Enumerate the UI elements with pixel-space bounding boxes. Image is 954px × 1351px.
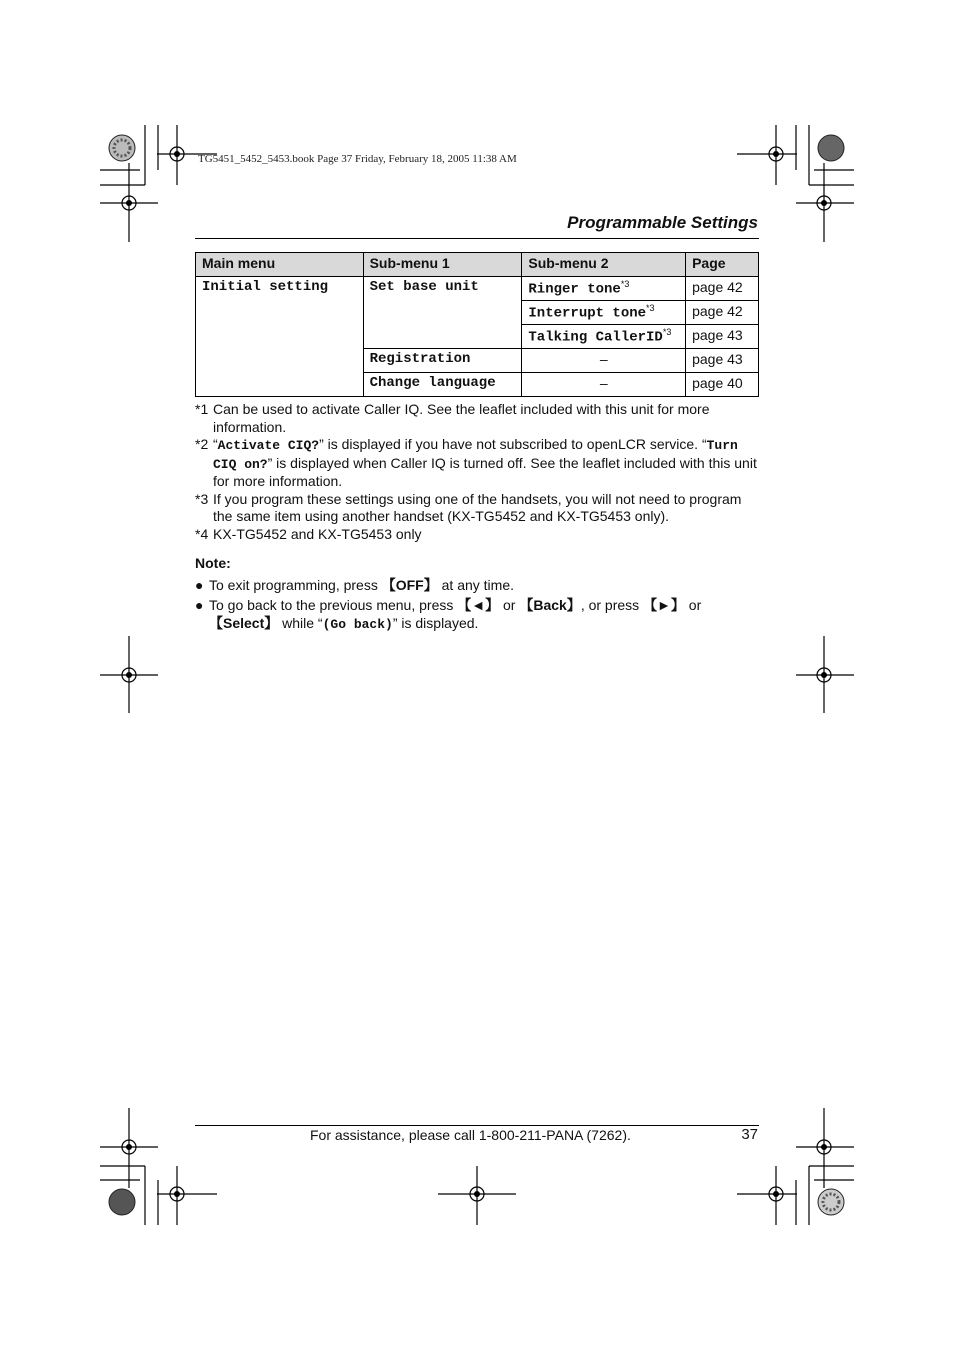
- footnotes: [195, 401, 760, 543]
- right-key: 【►】: [643, 597, 685, 613]
- footnote-4: [195, 526, 760, 544]
- note-text: or: [684, 597, 702, 613]
- note-text: at any time.: [437, 577, 514, 593]
- sub1-registration: Registration: [363, 349, 522, 373]
- footnote-text: KX-TG5452 and KX-TG5453 only: [213, 525, 422, 542]
- footnote-text: ” is displayed if you have not subscribed to openLCR service. “: [319, 436, 707, 452]
- page-ref: page 42: [686, 301, 759, 325]
- footnote-ref: *3: [646, 303, 655, 313]
- sub2-talking-callerid: Talking CallerID: [528, 329, 663, 346]
- bullet-icon: ●: [195, 577, 204, 593]
- page-ref: page 40: [686, 373, 759, 397]
- off-key: 【OFF】: [381, 577, 438, 593]
- header-sub-menu-1: Sub-menu 1: [363, 253, 522, 277]
- page-number: 37: [741, 1126, 758, 1143]
- sub2-ringer-tone: Ringer tone: [528, 281, 621, 298]
- footnote-text: Can be used to activate Caller IQ. See the leaflet included with this unit for more information.: [213, 401, 710, 435]
- display-text-activate-ciq: Activate CIQ?: [217, 438, 320, 453]
- select-key: 【Select】: [209, 615, 279, 631]
- footnote-mark: *1: [195, 401, 209, 417]
- footnote-mark: *2: [195, 436, 209, 452]
- footnote-mark: *4: [195, 525, 209, 542]
- footnote-ref: *3: [620, 279, 630, 289]
- footnote-3: [195, 491, 760, 526]
- page-ref: page 42: [686, 277, 759, 301]
- sub2-interrupt-tone: Interrupt tone: [528, 305, 647, 322]
- note-text: To go back to the previous menu, press: [209, 597, 458, 613]
- footer-rule: [195, 1125, 759, 1126]
- section-title: Programmable Settings: [567, 213, 758, 232]
- left-key: 【◄】: [457, 597, 500, 613]
- back-key: 【Back】: [519, 597, 581, 613]
- note-text: or: [499, 597, 520, 613]
- note-text: , or press: [580, 597, 644, 613]
- note-text: while “: [278, 615, 323, 631]
- display-text-turn-ciq-on: Turn CIQ on?: [213, 438, 738, 472]
- note-item: [195, 576, 760, 594]
- sub2-empty: –: [522, 373, 686, 397]
- footnote-text: If you program these settings using one of the handsets, you will not need to program the same item using another handset (KX-TG5452 and KX-TG5453 only).: [213, 490, 742, 524]
- sub1-set-base-unit: Set base unit: [363, 277, 522, 349]
- note-list: [195, 576, 760, 636]
- file-info: TG5451_5452_5453.book Page 37 Friday, February 18, 2005 11:38 AM: [198, 153, 517, 165]
- bullet-icon: ●: [195, 597, 204, 613]
- table-header-row: [196, 253, 759, 277]
- sub2-empty: –: [522, 349, 686, 373]
- note-text: To exit programming, press: [209, 577, 382, 593]
- note-text: ” is displayed.: [392, 615, 479, 631]
- sub2-interrupt-tone-cell: [522, 301, 686, 325]
- footnote-1: [195, 401, 760, 436]
- display-text-go-back: (Go back): [322, 617, 393, 632]
- quote-open: “: [213, 436, 218, 452]
- settings-table: [195, 252, 759, 397]
- header-page: Page: [686, 253, 759, 277]
- sub2-talking-callerid-cell: [522, 325, 686, 349]
- sub1-change-language: Change language: [363, 373, 522, 397]
- title-rule: [195, 238, 759, 239]
- page-ref: page 43: [686, 325, 759, 349]
- header-main-menu: Main menu: [196, 253, 364, 277]
- header-sub-menu-2: Sub-menu 2: [522, 253, 686, 277]
- footnote-ref: *3: [662, 327, 672, 337]
- assistance-text: For assistance, please call 1-800-211-PANA (7262).: [310, 1127, 631, 1143]
- sub2-ringer-tone-cell: [522, 277, 686, 301]
- footnote-2: [195, 436, 760, 491]
- page-ref: page 43: [686, 349, 759, 373]
- note-heading: Note:: [195, 555, 231, 571]
- note-item: [195, 596, 760, 634]
- main-menu-initial-setting: Initial setting: [196, 277, 364, 397]
- footnote-mark: *3: [195, 490, 209, 507]
- table-row: [196, 277, 759, 301]
- footnote-text: ” is displayed when Caller IQ is turned off. See the leaflet included with this unit for more information.: [213, 454, 757, 489]
